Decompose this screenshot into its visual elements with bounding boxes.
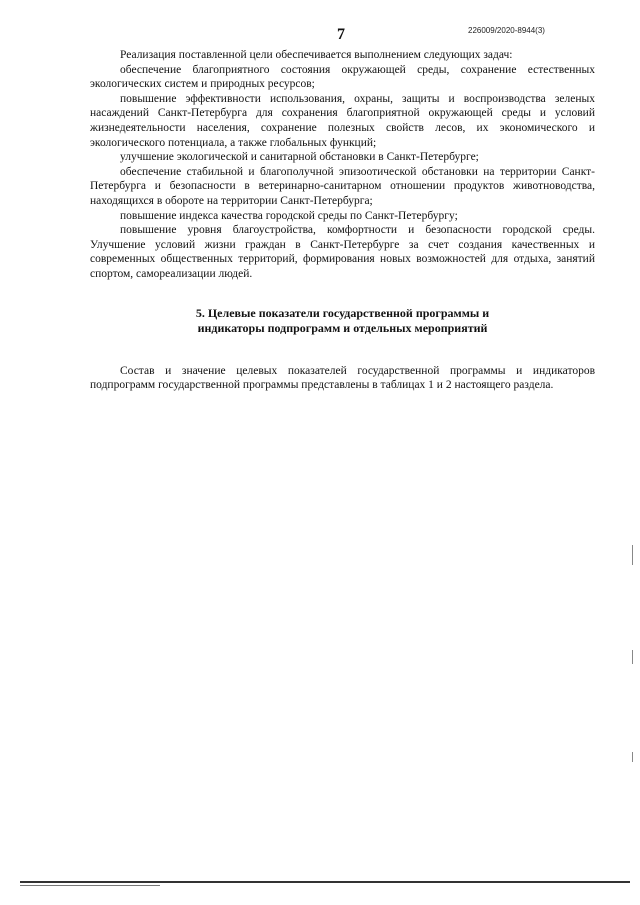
document-body: [90, 48, 595, 393]
task-paragraph: обеспечение благоприятного состояния окружающей среды, сохранение естественных экологических систем и природных ресурсов;: [90, 63, 595, 91]
bottom-scan-line: [20, 885, 160, 886]
task-paragraph: повышение эффективности использования, охраны, защиты и воспроизводства зеленых насаждений Санкт-Петербурга для сохранения благоприятной окружающей среды и условий жизнедеятельности населения, сохранение полезных свойств лесов, их экономического и экологического потенциала, а также глобальных функций;: [90, 92, 595, 149]
scan-edge-mark: [632, 650, 633, 664]
section-heading-line: индикаторы подпрограмм и отдельных мероприятий: [197, 320, 488, 335]
scan-edge-mark: [632, 752, 633, 762]
task-paragraph: улучшение экологической и санитарной обстановки в Санкт-Петербурге;: [120, 151, 479, 164]
task-paragraph: повышение уровня благоустройства, комфортности и безопасности городской среды. Улучшение условий жизни граждан в Санкт-Петербурге за счет создания качественных и современных общественных территорий, формирования новых возможностей для отдыха, занятий спортом, самореализации людей.: [90, 224, 595, 280]
tasks-intro-paragraph: Реализация поставленной цели обеспечивается выполнением следующих задач:: [120, 49, 513, 61]
page-number: 7: [337, 26, 345, 43]
section-heading: [90, 306, 595, 336]
task-paragraph: повышение индекса качества городской среды по Санкт-Петербургу;: [120, 209, 458, 222]
document-id: 226009/2020-8944(3): [468, 26, 545, 35]
task-paragraph: обеспечение стабильной и благополучной эпизоотической обстановки на территории Санкт-Петербурга и безопасности в ветеринарно-санитарном отношении продуктов животноводства, находящихся в обороте на территории Санкт-Петербурга;: [90, 165, 595, 207]
bottom-scan-line: [20, 881, 630, 883]
scan-edge-mark: [632, 545, 633, 565]
section-heading-line: 5. Целевые показатели государственной программы и: [195, 305, 490, 320]
section-body-paragraph: Состав и значение целевых показателей государственной программы и индикаторов подпрограмм государственной программы представлены в таблицах 1 и 2 настоящего раздела.: [90, 364, 595, 392]
